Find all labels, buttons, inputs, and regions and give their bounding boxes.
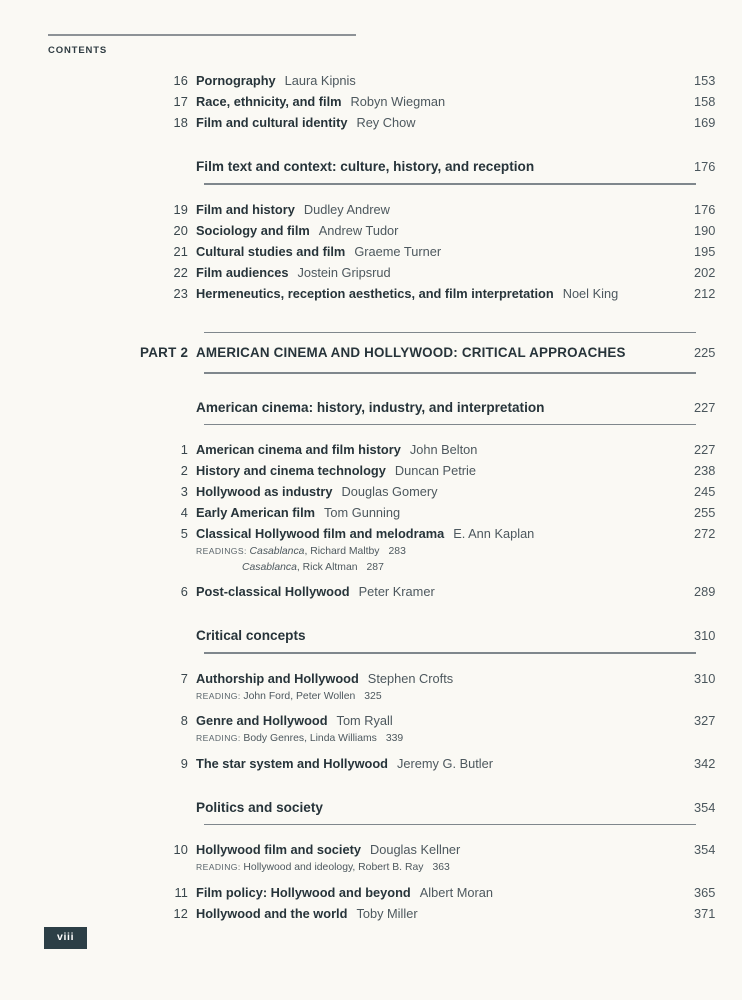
toc-chapter-row[interactable] xyxy=(0,753,742,774)
section-title-label: Critical concepts xyxy=(196,628,306,643)
chapter-text xyxy=(196,710,672,731)
chapter-text xyxy=(196,668,672,689)
chapter-number: 18 xyxy=(173,115,188,130)
chapter-page-number: 238 xyxy=(694,463,716,478)
reading-page-number: 339 xyxy=(385,733,404,744)
chapter-author: Noel King xyxy=(562,285,619,301)
reading-work-author: , Richard Maltby xyxy=(304,546,380,557)
page-folio: viii xyxy=(44,927,87,949)
reading-work-title: Casablanca xyxy=(249,546,305,557)
toc-section-heading[interactable] xyxy=(0,398,742,418)
chapter-text xyxy=(196,220,672,241)
chapter-text xyxy=(196,581,672,602)
section-page-number: 354 xyxy=(694,799,716,815)
chapter-number: 2 xyxy=(180,463,188,478)
chapter-text xyxy=(196,241,672,262)
chapter-author: Andrew Tudor xyxy=(318,222,399,238)
chapter-title: Pornography xyxy=(196,73,276,88)
chapter-title: History and cinema technology xyxy=(196,463,386,478)
chapter-number: 16 xyxy=(173,73,188,88)
chapter-author: Rey Chow xyxy=(356,115,416,130)
reading-text xyxy=(196,544,406,560)
section-title-label: American cinema: history, industry, and interpretation xyxy=(196,399,545,415)
reading-label: READINGS: xyxy=(196,546,250,556)
toc-chapter-row[interactable] xyxy=(0,502,742,523)
chapter-text xyxy=(196,70,672,91)
chapter-page-number: 289 xyxy=(694,584,716,599)
chapter-number: 20 xyxy=(173,222,188,238)
chapter-title: Classical Hollywood film and melodrama xyxy=(196,526,445,541)
toc-chapter-row[interactable] xyxy=(0,439,742,460)
chapter-number: 3 xyxy=(180,484,188,499)
part-title-label: AMERICAN CINEMA AND HOLLYWOOD: CRITICAL APPROACHES xyxy=(196,345,626,360)
chapter-title: Early American film xyxy=(196,505,316,520)
chapter-author: Tom Gunning xyxy=(324,505,401,520)
chapter-number: 8 xyxy=(180,713,188,728)
toc-chapter-row[interactable] xyxy=(0,481,742,502)
chapter-page-number: 272 xyxy=(694,526,716,541)
chapter-number: 10 xyxy=(173,842,188,857)
chapter-number: 22 xyxy=(173,264,188,280)
spacer xyxy=(0,774,742,798)
chapter-title: Hermeneutics, reception aesthetics, and film interpretation xyxy=(196,285,554,301)
chapter-author: Jeremy G. Butler xyxy=(397,755,494,771)
chapter-author: John Belton xyxy=(409,442,478,457)
reading-text xyxy=(196,689,382,705)
chapter-text xyxy=(196,439,672,460)
chapter-page-number: 227 xyxy=(694,442,716,457)
section-title-label: Politics and society xyxy=(196,799,323,815)
reading-text xyxy=(196,731,403,747)
chapter-title: Film policy: Hollywood and beyond xyxy=(196,884,411,900)
chapter-page-number: 195 xyxy=(694,243,716,259)
chapter-page-number: 158 xyxy=(694,94,716,109)
chapter-title: Film audiences xyxy=(196,264,289,280)
chapter-number: 5 xyxy=(180,526,188,541)
part-label: PART 2 xyxy=(140,345,189,360)
chapter-page-number: 310 xyxy=(694,670,716,686)
chapter-number: 23 xyxy=(173,285,188,301)
chapter-title: Cultural studies and film xyxy=(196,243,346,259)
chapter-title: Hollywood as industry xyxy=(196,484,333,499)
reading-text xyxy=(196,560,384,576)
chapter-author: Jostein Gripsrud xyxy=(297,264,391,280)
toc-section-heading[interactable] xyxy=(0,157,742,177)
toc-reading-row xyxy=(0,544,742,560)
chapter-text xyxy=(196,903,672,924)
toc-reading-row xyxy=(0,560,742,576)
reading-work-title: John Ford, Peter Wollen xyxy=(243,690,356,702)
chapter-author: Graeme Turner xyxy=(354,243,442,259)
running-head-label: CONTENTS xyxy=(48,45,108,56)
toc-chapter-row[interactable] xyxy=(0,882,742,903)
toc-chapter-row[interactable] xyxy=(0,581,742,602)
toc-chapter-row[interactable] xyxy=(0,70,742,91)
running-head-rule xyxy=(48,34,356,36)
chapter-number: 9 xyxy=(180,755,188,771)
chapter-page-number: 190 xyxy=(694,222,716,238)
toc-section-heading[interactable] xyxy=(0,626,742,646)
spacer xyxy=(0,602,742,626)
chapter-number: 1 xyxy=(180,442,188,457)
chapter-author: Peter Kramer xyxy=(358,584,435,599)
chapter-number: 21 xyxy=(173,243,188,259)
chapter-text xyxy=(196,839,672,860)
running-head-block xyxy=(48,34,356,56)
spacer xyxy=(0,185,742,199)
spacer xyxy=(0,133,742,157)
toc-reading-row xyxy=(0,731,742,747)
chapter-author: Tom Ryall xyxy=(336,713,393,728)
reading-label: READING: xyxy=(196,690,244,701)
reading-work-title: Casablanca xyxy=(242,561,297,573)
chapter-title: Authorship and Hollywood xyxy=(196,670,359,686)
chapter-number: 17 xyxy=(173,94,188,109)
toc-chapter-row[interactable] xyxy=(0,199,742,220)
chapter-page-number: 176 xyxy=(694,201,716,217)
chapter-number: 6 xyxy=(180,584,188,599)
reading-work-title: Body Genres, Linda Williams xyxy=(243,733,377,744)
part-page-number: 225 xyxy=(694,345,716,360)
toc-chapter-row[interactable] xyxy=(0,903,742,924)
spacer xyxy=(0,825,742,839)
section-title-label: Film text and context: culture, history, and reception xyxy=(196,159,535,174)
toc-reading-row xyxy=(0,860,742,876)
spacer xyxy=(0,425,742,439)
chapter-author: Duncan Petrie xyxy=(394,463,476,478)
chapter-text xyxy=(196,112,672,133)
chapter-page-number: 342 xyxy=(694,755,716,771)
section-page-number: 310 xyxy=(694,628,716,643)
toc-chapter-row[interactable] xyxy=(0,460,742,481)
chapter-author: Robyn Wiegman xyxy=(350,94,446,109)
reading-work-author: , Rick Altman xyxy=(296,561,358,573)
spacer xyxy=(0,360,742,372)
chapter-author: Laura Kipnis xyxy=(284,73,356,88)
reading-label: READING: xyxy=(196,862,244,872)
toc-chapter-row[interactable] xyxy=(0,523,742,544)
spacer xyxy=(0,374,742,398)
chapter-title: Sociology and film xyxy=(196,222,310,238)
chapter-page-number: 371 xyxy=(694,905,716,921)
spacer xyxy=(0,654,742,668)
toc-chapter-row[interactable] xyxy=(0,91,742,112)
chapter-page-number: 245 xyxy=(694,484,716,499)
toc-chapter-row[interactable] xyxy=(0,112,742,133)
chapter-number: 19 xyxy=(173,201,188,217)
chapter-text xyxy=(196,481,672,502)
chapter-title: Hollywood film and society xyxy=(196,842,361,857)
chapter-number: 4 xyxy=(180,505,188,520)
chapter-page-number: 327 xyxy=(694,713,716,728)
chapter-page-number: 212 xyxy=(694,285,716,301)
toc-chapter-row[interactable] xyxy=(0,668,742,689)
toc-chapter-row[interactable] xyxy=(0,839,742,860)
chapter-number: 11 xyxy=(174,884,188,900)
chapter-number: 7 xyxy=(180,670,188,686)
chapter-title: Hollywood and the world xyxy=(196,905,348,921)
reading-work-title: Hollywood and ideology, Robert B. Ray xyxy=(243,862,424,873)
reading-page-number: 287 xyxy=(366,561,384,573)
chapter-number: 12 xyxy=(173,905,188,921)
chapter-title: The star system and Hollywood xyxy=(196,755,388,771)
chapter-text xyxy=(196,91,672,112)
chapter-title: Post-classical Hollywood xyxy=(196,584,350,599)
reading-text xyxy=(196,860,450,876)
reading-page-number: 283 xyxy=(388,546,406,557)
chapter-title: American cinema and film history xyxy=(196,442,401,457)
chapter-title: Race, ethnicity, and film xyxy=(196,94,342,109)
toc-reading-row xyxy=(0,689,742,705)
chapter-text xyxy=(196,199,672,220)
spacer xyxy=(0,304,742,332)
chapter-page-number: 202 xyxy=(694,264,716,280)
chapter-author: Douglas Gomery xyxy=(341,484,438,499)
toc-section-heading[interactable] xyxy=(0,798,742,818)
chapter-page-number: 365 xyxy=(694,884,716,900)
toc-chapter-row[interactable] xyxy=(0,220,742,241)
chapter-text xyxy=(196,502,672,523)
chapter-title: Genre and Hollywood xyxy=(196,713,328,728)
chapter-text xyxy=(196,753,672,774)
chapter-text xyxy=(196,460,672,481)
chapter-text xyxy=(196,882,672,903)
toc-chapter-row[interactable] xyxy=(0,710,742,731)
toc-chapter-row[interactable] xyxy=(0,262,742,283)
toc-chapter-row[interactable] xyxy=(0,283,742,304)
reading-label: READING: xyxy=(196,733,244,743)
chapter-author: Stephen Crofts xyxy=(367,670,454,686)
chapter-text xyxy=(196,262,672,283)
chapter-text xyxy=(196,523,672,544)
chapter-page-number: 153 xyxy=(694,73,716,88)
chapter-page-number: 255 xyxy=(694,505,716,520)
chapter-author: Toby Miller xyxy=(356,905,418,921)
chapter-text xyxy=(196,283,672,304)
section-page-number: 227 xyxy=(694,399,716,415)
chapter-author: Dudley Andrew xyxy=(303,201,390,217)
chapter-author: Albert Moran xyxy=(419,884,493,900)
section-page-number: 176 xyxy=(694,159,716,174)
chapter-title: Film and history xyxy=(196,201,295,217)
chapter-page-number: 354 xyxy=(694,842,716,857)
reading-page-number: 325 xyxy=(364,690,382,702)
spacer xyxy=(0,333,742,345)
toc-part-heading[interactable] xyxy=(0,345,742,360)
reading-page-number: 363 xyxy=(432,862,450,873)
chapter-page-number: 169 xyxy=(694,115,716,130)
toc-entries-container xyxy=(0,70,742,924)
toc-chapter-row[interactable] xyxy=(0,241,742,262)
chapter-author: E. Ann Kaplan xyxy=(453,526,535,541)
chapter-title: Film and cultural identity xyxy=(196,115,348,130)
chapter-author: Douglas Kellner xyxy=(369,842,461,857)
